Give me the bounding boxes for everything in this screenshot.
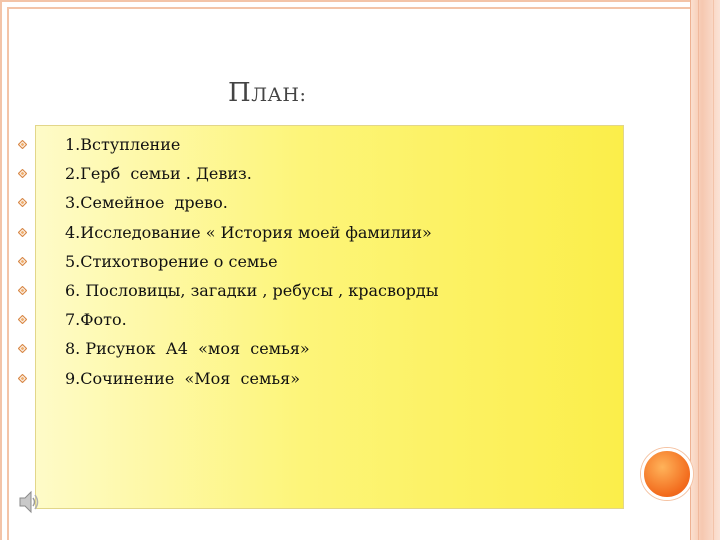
plan-item xyxy=(18,159,438,188)
title-first-letter: П xyxy=(228,78,252,108)
plan-item xyxy=(18,130,438,159)
plan-item-text: 4.Исследование « История моей фамилии» xyxy=(65,222,432,242)
diamond-bullet-icon xyxy=(18,140,27,149)
plan-item-text: 2.Герб семьи . Девиз. xyxy=(65,164,252,184)
diamond-bullet-icon xyxy=(18,257,27,266)
frame-right-strip xyxy=(690,0,720,540)
plan-item-text: 8. Рисунок А4 «моя семья» xyxy=(65,339,310,359)
speaker-icon[interactable] xyxy=(18,488,40,516)
plan-item xyxy=(18,305,438,334)
plan-item xyxy=(18,276,438,305)
frame-top-inner-line xyxy=(7,7,691,9)
plan-item-text: 6. Пословицы, загадки , ребусы , красворды xyxy=(65,281,439,301)
diamond-bullet-icon xyxy=(18,374,27,383)
diamond-bullet-icon xyxy=(18,286,27,295)
plan-item-text: 9.Сочинение «Моя семья» xyxy=(65,368,301,388)
plan-item xyxy=(18,247,438,276)
plan-item-text: 7.Фото. xyxy=(65,310,127,330)
orange-circle-decoration xyxy=(641,448,693,500)
diamond-bullet-icon xyxy=(18,198,27,207)
frame-right-line xyxy=(690,0,691,540)
frame-right-line-3 xyxy=(713,0,714,540)
plan-item xyxy=(18,218,438,247)
title-rest: ЛАН: xyxy=(251,84,307,106)
frame-top-line xyxy=(0,0,720,2)
diamond-bullet-icon xyxy=(18,228,27,237)
diamond-bullet-icon xyxy=(18,315,27,324)
plan-item xyxy=(18,334,438,363)
frame-right-line-2 xyxy=(698,0,699,540)
plan-item-text: 1.Вступление xyxy=(65,135,181,155)
diamond-bullet-icon xyxy=(18,169,27,178)
plan-item-text: 5.Стихотворение о семье xyxy=(65,251,278,271)
plan-item-text: 3.Семейное древо. xyxy=(65,193,228,213)
plan-list xyxy=(18,130,438,393)
plan-item xyxy=(18,364,438,393)
slide-title xyxy=(228,78,306,108)
diamond-bullet-icon xyxy=(18,344,27,353)
frame-left-line xyxy=(0,0,2,540)
frame-left-inner-line xyxy=(7,7,9,540)
plan-item xyxy=(18,188,438,217)
